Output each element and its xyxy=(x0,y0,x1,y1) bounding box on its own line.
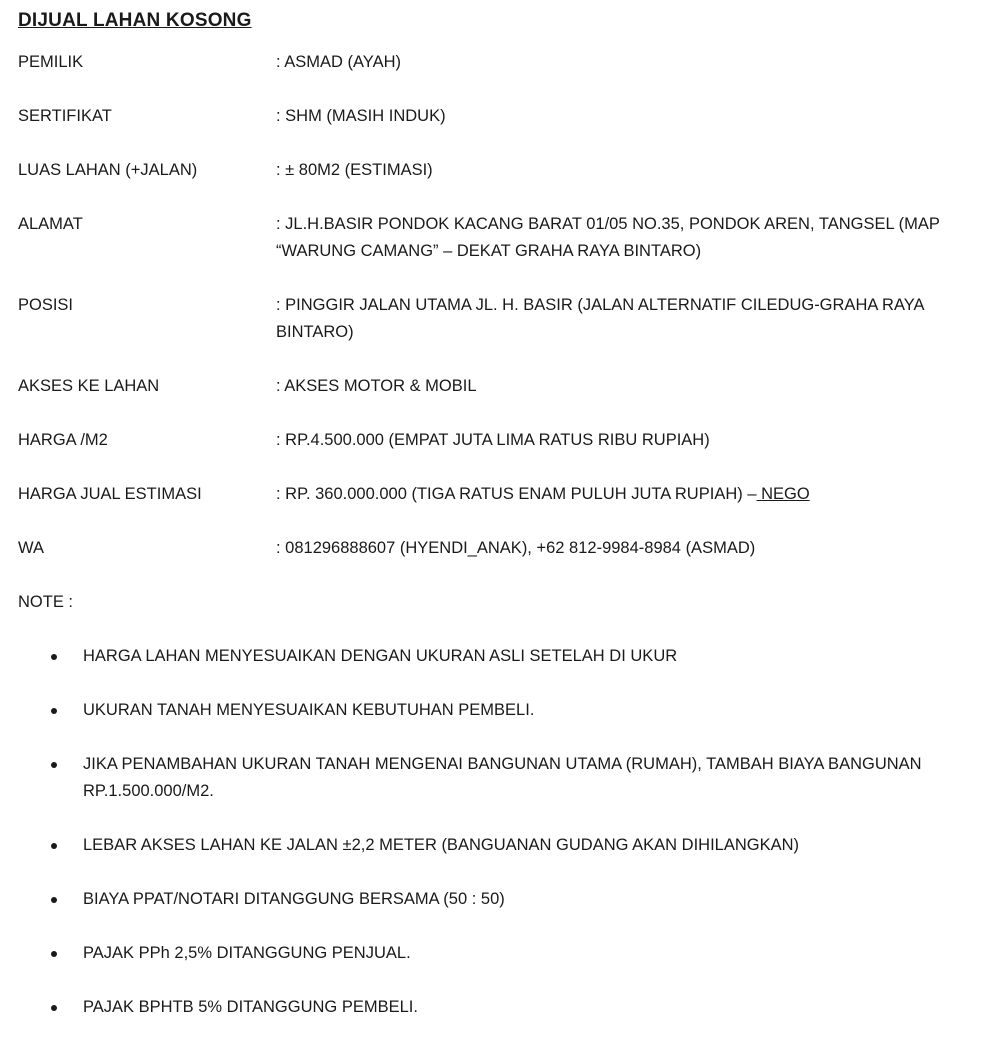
field-row-wa xyxy=(18,535,988,562)
bullet-icon xyxy=(51,1005,57,1011)
list-item xyxy=(18,832,943,859)
field-label: POSISI xyxy=(18,296,74,314)
bullet-icon xyxy=(51,951,57,957)
field-value-wrapper xyxy=(276,481,988,508)
note-text: LEBAR AKSES LAHAN KE JALAN ±2,2 METER (BANGUANAN GUDANG AKAN DIHILANGKAN) xyxy=(83,836,800,854)
field-label: LUAS LAHAN (+JALAN) xyxy=(18,161,198,179)
list-item xyxy=(18,994,943,1021)
note-text: JIKA PENAMBAHAN UKURAN TANAH MENGENAI BANGUNAN UTAMA (RUMAH), TAMBAH BIAYA BANGUNAN RP.1.500.000/M2. xyxy=(83,755,922,800)
field-value: : ± 80M2 (ESTIMASI) xyxy=(276,161,433,179)
document-title: DIJUAL LAHAN KOSONG xyxy=(18,10,252,31)
note-text: HARGA LAHAN MENYESUAIKAN DENGAN UKURAN ASLI SETELAH DI UKUR xyxy=(83,647,678,665)
field-value: : ASMAD (AYAH) xyxy=(276,53,401,71)
field-label: AKSES KE LAHAN xyxy=(18,377,160,395)
document xyxy=(18,6,988,1048)
bullet-icon xyxy=(51,843,57,849)
field-row-luas-lahan xyxy=(18,157,988,184)
field-label: PEMILIK xyxy=(18,53,84,71)
field-row-pemilik xyxy=(18,49,988,76)
field-value: : 081296888607 (HYENDI_ANAK), +62 812-9984-8984 (ASMAD) xyxy=(276,539,756,557)
list-item xyxy=(18,697,943,724)
list-item xyxy=(18,940,943,967)
field-value: : JL.H.BASIR PONDOK KACANG BARAT 01/05 NO.35, PONDOK AREN, TANGSEL (MAP “WARUNG CAMANG” – DEKAT GRAHA RAYA BINTARO) xyxy=(276,215,940,260)
field-label: SERTIFIKAT xyxy=(18,107,112,125)
field-label: WA xyxy=(18,539,44,557)
bullet-icon xyxy=(51,708,57,714)
field-value: : AKSES MOTOR & MOBIL xyxy=(276,377,477,395)
list-item xyxy=(18,751,943,805)
list-item xyxy=(18,643,943,670)
note-text: BIAYA PPAT/NOTARI DITANGGUNG BERSAMA (50 : 50) xyxy=(83,890,505,908)
field-label: HARGA JUAL ESTIMASI xyxy=(18,485,202,503)
field-row-harga-m2 xyxy=(18,427,988,454)
field-value: : SHM (MASIH INDUK) xyxy=(276,107,446,125)
field-label: ALAMAT xyxy=(18,215,83,233)
bullet-icon xyxy=(51,654,57,660)
field-label: HARGA /M2 xyxy=(18,431,108,449)
note-text: PAJAK BPHTB 5% DITANGGUNG PEMBELI. xyxy=(83,998,418,1016)
note-text: UKURAN TANAH MENYESUAIKAN KEBUTUHAN PEMBELI. xyxy=(83,701,535,719)
nego-text: NEGO xyxy=(756,485,810,503)
field-row-alamat xyxy=(18,211,988,265)
note-text: PAJAK PPh 2,5% DITANGGUNG PENJUAL. xyxy=(83,944,411,962)
notes-list xyxy=(18,643,988,1021)
field-row-harga-jual xyxy=(18,481,988,508)
bullet-icon xyxy=(51,762,57,768)
note-label: NOTE : xyxy=(18,593,74,611)
field-row-sertifikat xyxy=(18,103,988,130)
field-value: : RP.4.500.000 (EMPAT JUTA LIMA RATUS RIBU RUPIAH) xyxy=(276,431,710,449)
field-row-akses xyxy=(18,373,988,400)
list-item xyxy=(18,886,943,913)
bullet-icon xyxy=(51,897,57,903)
field-row-posisi xyxy=(18,292,988,346)
field-value: : PINGGIR JALAN UTAMA JL. H. BASIR (JALAN ALTERNATIF CILEDUG-GRAHA RAYA BINTARO) xyxy=(276,296,924,341)
field-value: : RP. 360.000.000 (TIGA RATUS ENAM PULUH JUTA RUPIAH) – xyxy=(276,485,757,503)
